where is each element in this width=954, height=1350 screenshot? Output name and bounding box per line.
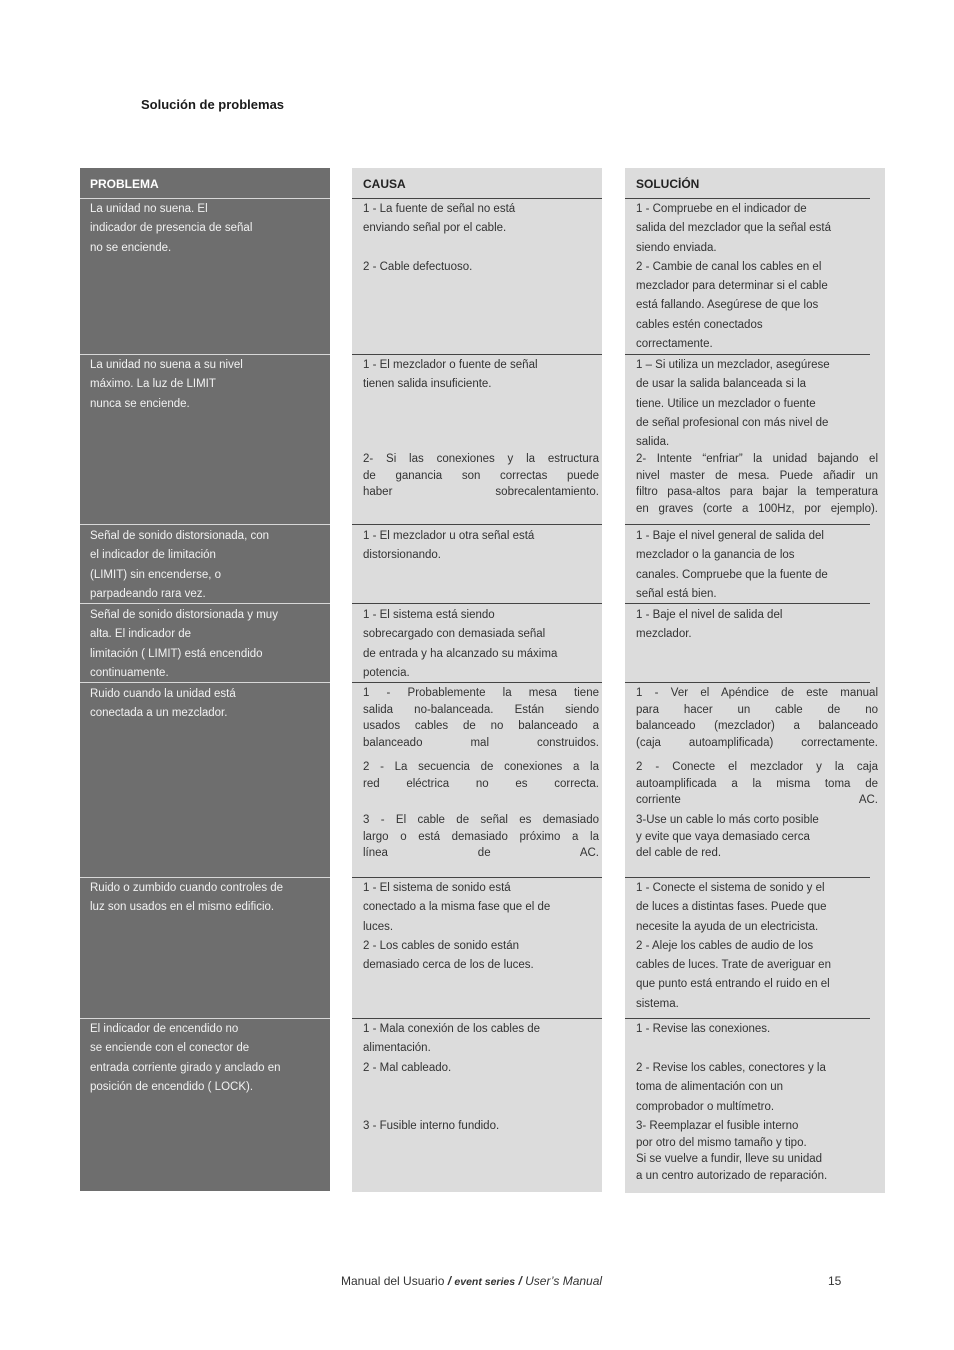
footer-separator: /	[447, 1274, 455, 1288]
footer-manual-es: Manual del Usuario	[341, 1274, 448, 1288]
solucion-cell: 1 - Ver el Apéndice de este manual para hacer un cable de no balanceado (mezclador) a balanceado (caja autoamplificada) correctamente.	[636, 687, 878, 749]
solucion-cell: 1 - Revise las conexiones.	[636, 1023, 771, 1035]
causa-cell: 2- Si las conexiones y la estructura de ganancia son correctas puede haber sobrecalentamiento.	[363, 453, 599, 498]
row-divider	[352, 1018, 602, 1019]
footer-manual-title	[341, 1274, 602, 1288]
row-divider	[625, 877, 870, 878]
header-solucion: SOLUCİÓN	[636, 177, 700, 191]
row-divider	[352, 603, 602, 604]
header-problema: PROBLEMA	[90, 177, 159, 191]
row-divider	[80, 524, 330, 525]
section-title: Solución de problemas	[141, 97, 285, 112]
causa-cell: 3 - El cable de señal es demasiado largo o está demasiado próximo a la línea de AC.	[363, 814, 599, 859]
solucion-cell: 2 - Revise los cables, conectores y la toma de alimentación con un comprobador o multímetro.	[636, 1062, 826, 1113]
solucion-cell: 1 - Compruebe en el indicador de salida del mezclador que la señal está siendo enviada. 2 - Cambie de canal los cables en el mezclador para determinar si el cable está fallando. Asegúrese de que los cables estén conectados correctamente.	[636, 203, 831, 351]
solucion-cell: 3- Reemplazar el fusible interno por otro del mismo tamaño y tipo. Si se vuelve a fundir, lleve su unidad a un centro autorizado de reparación.	[636, 1120, 828, 1182]
problema-cell: Señal de sonido distorsionada y muy alta. El indicador de limitación ( LIMIT) está encendido continuamente.	[90, 609, 278, 679]
solucion-cell: 1 - Baje el nivel de salida del mezclador.	[636, 609, 783, 641]
causa-cell: 1 - El sistema está siendo sobrecargado con demasiada señal de entrada y ha alcanzado su máxima potencia.	[363, 609, 558, 679]
solucion-cell: 2- Intente “enfriar” la unidad bajando el nivel master de mesa. Puede añadir un filtro pasa-altos para bajar la temperatura en graves (corte a 100Hz, por ejemplo).	[636, 453, 878, 515]
solucion-cell: 1 - Conecte el sistema de sonido y el de luces a distintas fases. Puede que necesite la ayuda de un electricista. 2 - Aleje los cables de audio de los cables de luces. Trate de averiguar en que punto está entrando el ruido en el sistema.	[636, 882, 831, 1010]
problema-cell: El indicador de encendido no se enciende con el conector de entrada corriente girado y anclado en posición de encendido ( LOCK).	[90, 1023, 281, 1093]
row-divider	[625, 354, 870, 355]
header-causa: CAUSA	[363, 177, 406, 191]
causa-cell: 1 - El mezclador o fuente de señal tienen salida insuficiente.	[363, 359, 538, 391]
row-divider	[80, 354, 330, 355]
solucion-cell: 1 – Si utiliza un mezclador, asegúrese de usar la salida balanceada si la tiene. Utilice un mezclador o fuente de señal profesional con más nivel de salida.	[636, 359, 830, 449]
footer-separator: /	[515, 1274, 526, 1288]
page-number: 15	[828, 1274, 842, 1288]
row-divider	[625, 682, 870, 683]
solucion-cell: 2 - Conecte el mezclador y la caja autoamplificada a la misma toma de corriente AC.	[636, 761, 878, 806]
row-divider	[352, 198, 602, 199]
causa-cell: 2 - Cable defectuoso.	[363, 261, 473, 273]
footer-manual-en: User’s Manual	[525, 1274, 603, 1288]
causa-cell: 3 - Fusible interno fundido.	[363, 1120, 500, 1132]
row-divider	[352, 877, 602, 878]
causa-cell: 1 - El sistema de sonido está conectado a la misma fase que el de luces. 2 - Los cables de sonido están demasiado cerca de los de luces.	[363, 882, 551, 972]
row-divider	[625, 198, 870, 199]
problema-cell: Señal de sonido distorsionada, con el indicador de limitación (LIMIT) sin encenderse, o parpadeando rara vez.	[90, 530, 270, 600]
row-divider	[80, 1018, 330, 1019]
row-divider	[625, 603, 870, 604]
row-divider	[625, 524, 870, 525]
row-divider	[352, 682, 602, 683]
causa-cell: 1 - La fuente de señal no está enviando señal por el cable.	[363, 203, 516, 235]
row-divider	[352, 354, 602, 355]
solucion-cell: 3-Use un cable lo más corto posible y evite que vaya demasiado cerca del cable de red.	[636, 814, 819, 859]
row-divider	[80, 877, 330, 878]
causa-cell: 1 - Probablemente la mesa tiene salida no-balanceada. Están siendo usados cables de no balanceado a balanceado mal construidos.	[363, 687, 599, 749]
causa-cell: 1 - El mezclador u otra señal está distorsionando.	[363, 530, 535, 562]
row-divider	[80, 682, 330, 683]
problema-cell: La unidad no suena. El indicador de presencia de señal no se enciende.	[90, 203, 253, 254]
row-divider	[625, 1018, 870, 1019]
row-divider	[352, 524, 602, 525]
problema-cell: Ruido cuando la unidad está conectada a un mezclador.	[90, 688, 236, 720]
footer-brand: event series	[454, 1276, 516, 1288]
solucion-cell: 1 - Baje el nivel general de salida del mezclador o la ganancia de los canales. Compruebe que la fuente de señal está bien.	[636, 530, 828, 600]
row-divider	[80, 603, 330, 604]
causa-cell: 1 - Mala conexión de los cables de alimentación. 2 - Mal cableado.	[363, 1023, 541, 1074]
problema-cell: La unidad no suena a su nivel máximo. La luz de LIMIT nunca se enciende.	[90, 359, 243, 410]
causa-cell: 2 - La secuencia de conexiones a la red eléctrica no es correcta.	[363, 761, 599, 790]
row-divider	[80, 198, 330, 199]
problema-cell: Ruido o zumbido cuando controles de luz son usados en el mismo edificio.	[90, 882, 284, 914]
